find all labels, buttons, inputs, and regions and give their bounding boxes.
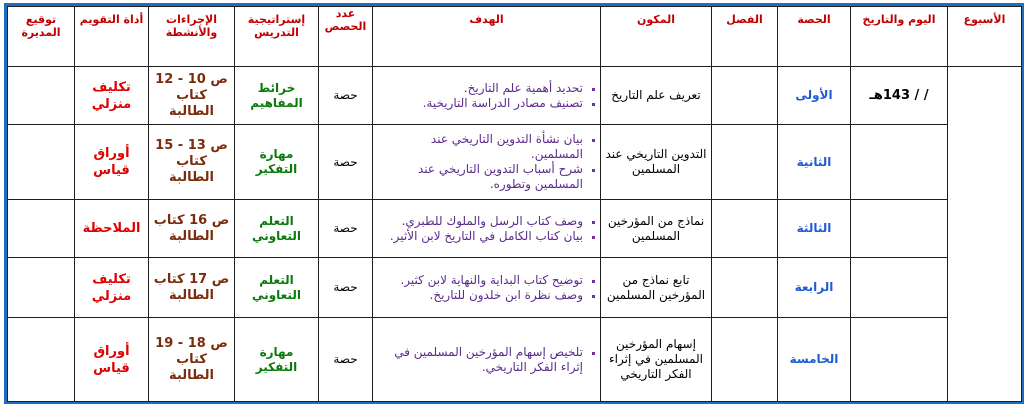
count-cell: حصة: [319, 67, 373, 125]
header-activities: الإجراءات والأنشطة: [149, 7, 235, 67]
activities-cell: ص 16 كتاب الطالبة: [149, 200, 235, 258]
date-cell: [851, 125, 948, 200]
date-cell: [851, 318, 948, 402]
date-cell: [851, 258, 948, 318]
count-cell: حصة: [319, 125, 373, 200]
goal-item: ▪ وصف كتاب الرسل والملوك للطبري.: [376, 214, 583, 229]
table-row: [8, 67, 1022, 125]
header-date: اليوم والتاريخ: [851, 7, 948, 67]
tool-cell: الملاحظة: [75, 200, 149, 258]
goal-cell: [373, 258, 601, 318]
date-cell: [851, 200, 948, 258]
strategy-cell: التعلم التعاوني: [235, 200, 319, 258]
strategy-cell: خرائط المفاهيم: [235, 67, 319, 125]
component-cell: نماذج من المؤرخين المسلمين: [601, 200, 712, 258]
tool-cell: أوراق قياس: [75, 125, 149, 200]
table-row: [8, 258, 1022, 318]
lesson-cell: الخامسة: [778, 318, 851, 402]
date-cell: / / 143هـ: [851, 67, 948, 125]
goal-item: ▪ بيان كتاب الكامل في التاريخ لابن الأثير.: [376, 229, 583, 244]
activities-cell: ص 13 - 15 كتاب الطالبة: [149, 125, 235, 200]
count-cell: حصة: [319, 258, 373, 318]
lesson-plan-frame: [4, 3, 1024, 404]
table-row: [8, 125, 1022, 200]
table-row: [8, 318, 1022, 402]
tool-cell: أوراق قياس: [75, 318, 149, 402]
strategy-cell: التعلم التعاوني: [235, 258, 319, 318]
class-cell: [712, 200, 778, 258]
lesson-plan-table: [7, 6, 1022, 402]
lesson-cell: الثانية: [778, 125, 851, 200]
component-cell: التدوين التاريخي عند المسلمين: [601, 125, 712, 200]
goal-item: ▪ تلخيص إسهام المؤرخين المسلمين في إثراء الفكر التاريخي.: [376, 345, 583, 375]
signature-cell: [8, 125, 75, 200]
strategy-cell: مهارة التفكير: [235, 318, 319, 402]
table-row: [8, 200, 1022, 258]
goal-cell: [373, 125, 601, 200]
signature-cell: [8, 318, 75, 402]
class-cell: [712, 318, 778, 402]
header-lesson: الحصة: [778, 7, 851, 67]
header-class: الفصل: [712, 7, 778, 67]
header-goal: الهدف: [373, 7, 601, 67]
activities-cell: ص 18 - 19 كتاب الطالبة: [149, 318, 235, 402]
goal-item: ▪ توضيح كتاب البداية والنهاية لابن كثير.: [376, 273, 583, 288]
header-component: المكون: [601, 7, 712, 67]
count-cell: حصة: [319, 318, 373, 402]
activities-cell: ص 10 - 12 كتاب الطالبة: [149, 67, 235, 125]
signature-cell: [8, 258, 75, 318]
signature-cell: [8, 67, 75, 125]
header-count: عدد الحصص: [319, 7, 373, 67]
header-strategy: إستراتيجية التدريس: [235, 7, 319, 67]
goal-item: ▪ بيان نشأة التدوين التاريخي عند المسلمين.: [376, 132, 583, 162]
week-cell: [948, 67, 1022, 402]
header-signature: توقيع المديرة: [8, 7, 75, 67]
goal-item: ▪ شرح أسباب التدوين التاريخي عند المسلمين وتطوره.: [376, 162, 583, 192]
lesson-cell: الرابعة: [778, 258, 851, 318]
goal-cell: [373, 67, 601, 125]
class-cell: [712, 67, 778, 125]
goal-item: ▪ وصف نظرة ابن خلدون للتاريخ.: [376, 288, 583, 303]
lesson-cell: الثالثة: [778, 200, 851, 258]
header-row: [8, 7, 1022, 67]
component-cell: تابع نماذج من المؤرخين المسلمين: [601, 258, 712, 318]
tool-cell: تكليف منزلي: [75, 67, 149, 125]
header-tool: أداة التقويم: [75, 7, 149, 67]
header-week: الأسبوع: [948, 7, 1022, 67]
component-cell: تعريف علم التاريخ: [601, 67, 712, 125]
strategy-cell: مهارة التفكير: [235, 125, 319, 200]
count-cell: حصة: [319, 200, 373, 258]
component-cell: إسهام المؤرخين المسلمين في إثراء الفكر التاريخي: [601, 318, 712, 402]
goal-item: ▪ تصنيف مصادر الدراسة التاريخية.: [376, 96, 583, 111]
tool-cell: تكليف منزلي: [75, 258, 149, 318]
goal-cell: [373, 200, 601, 258]
goal-cell: [373, 318, 601, 402]
class-cell: [712, 258, 778, 318]
signature-cell: [8, 200, 75, 258]
goal-item: ▪ تحديد أهمية علم التاريخ.: [376, 81, 583, 96]
lesson-cell: الأولى: [778, 67, 851, 125]
class-cell: [712, 125, 778, 200]
activities-cell: ص 17 كتاب الطالبة: [149, 258, 235, 318]
